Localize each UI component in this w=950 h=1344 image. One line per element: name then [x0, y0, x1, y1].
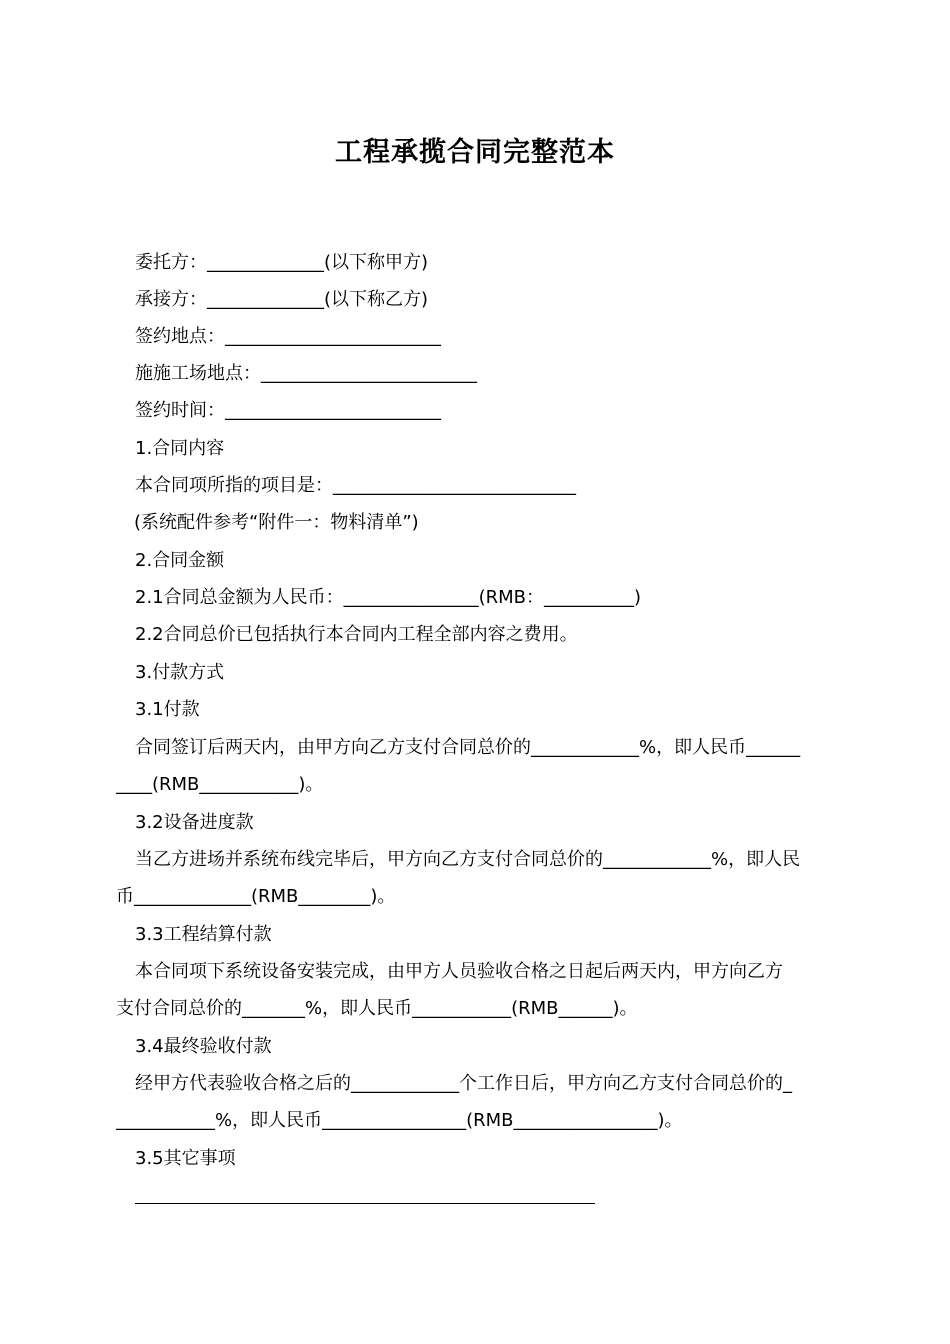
signing-place-line: 签约地点：________________________: [135, 326, 441, 347]
paragraph-line: 2.1合同总金额为人民币：_______________(RMB：__________): [135, 587, 642, 608]
paragraph-line: 经甲方代表验收合格之后的____________个工作日后，甲方向乙方支付合同总价的_: [135, 1073, 792, 1094]
signing-time-line: 签约时间：________________________: [135, 400, 441, 421]
client-line: 委托方：_____________(以下称甲方): [135, 252, 429, 273]
blank-underline: [135, 1203, 595, 1204]
paragraph-line: 本合同项所指的项目是：___________________________: [135, 475, 576, 496]
paragraph-line: 当乙方进场并系统布线完毕后，甲方向乙方支付合同总价的____________%，即人民: [135, 849, 801, 870]
subsection-heading: 3.3工程结算付款: [135, 924, 272, 945]
paragraph-line: 2.2合同总价已包括执行本合同内工程全部内容之费用。: [135, 624, 578, 645]
paragraph-line: 支付合同总价的_______%，即人民币___________(RMB______)。: [116, 998, 638, 1019]
document-title: 工程承揽合同完整范本: [335, 137, 615, 168]
paragraph-line: 本合同项下系统设备安装完成，由甲方人员验收合格之日起后两天内，甲方向乙方: [135, 961, 783, 982]
subsection-heading: 3.1付款: [135, 699, 200, 720]
paragraph-line: ___________%，即人民币________________(RMB________________)。: [116, 1110, 683, 1131]
subsection-heading: 3.2设备进度款: [135, 812, 254, 833]
paragraph-line: (系统配件参考“附件一：物料清单”): [134, 512, 419, 533]
subsection-heading: 3.4最终验收付款: [135, 1036, 272, 1057]
contractor-line: 承接方：_____________(以下称乙方): [135, 289, 429, 310]
section-heading: 2.合同金额: [135, 550, 225, 571]
paragraph-line: 合同签订后两天内，由甲方向乙方支付合同总价的____________%，即人民币______: [135, 737, 801, 758]
paragraph-line: 币_____________(RMB________)。: [116, 886, 396, 907]
section-heading: 1.合同内容: [135, 438, 225, 459]
subsection-heading: 3.5其它事项: [135, 1148, 236, 1169]
section-heading: 3.付款方式: [135, 662, 225, 683]
construction-site-line: 施施工场地点：________________________: [135, 363, 477, 384]
paragraph-line: ____(RMB___________)。: [116, 774, 324, 795]
